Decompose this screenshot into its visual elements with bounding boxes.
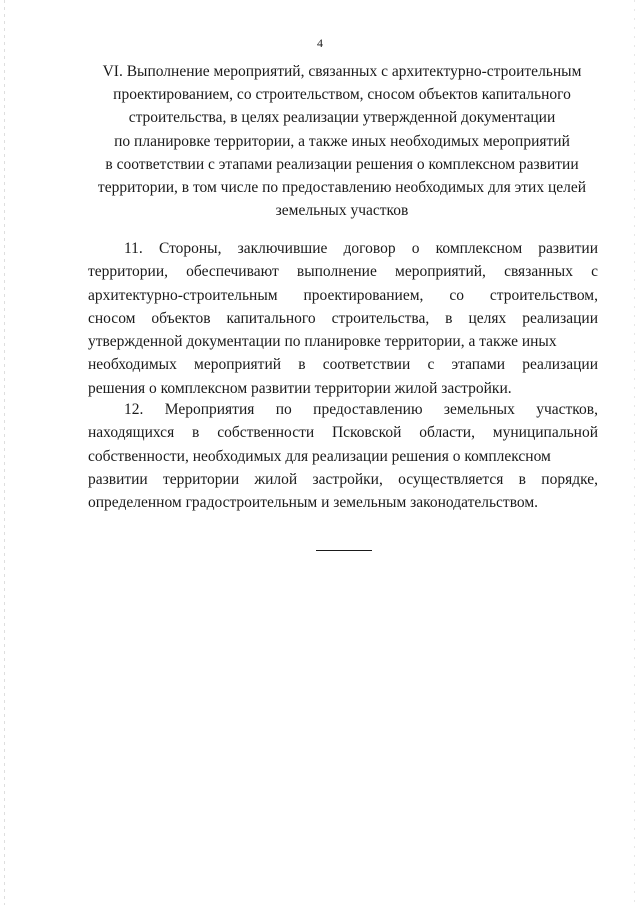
heading-line: строительства, в целях реализации утвержденной документации [128,109,556,127]
paragraph-line: развитии территории жилой застройки, осуществляется в порядке, [88,470,598,488]
paragraph-line: сносом объектов капитального строительства, в целях реализации [88,309,598,327]
heading-line: VI. Выполнение мероприятий, связанных с архитектурно-строительным [102,63,582,80]
paragraph-line: решения о комплексном развитии территории жилой застройки. [88,379,512,397]
end-separator-line [316,550,372,551]
paragraph-line: собственности, необходимых для реализации решения о комплексном [88,447,551,465]
heading-line: по планировке территории, а также иных необходимых мероприятий [114,132,570,150]
scan-edge-right [634,0,635,905]
paragraph-line: необходимых мероприятий в соответствии с этапами реализации [88,356,598,374]
heading-line: в соответствии с этапами реализации решения о комплексном развитии [105,155,579,173]
heading-line: территории, в том числе по предоставлению необходимых для этих целей [97,179,587,197]
paragraph-line: территории, обеспечивают выполнение мероприятий, связанных с [88,263,598,281]
heading-line: земельных участков [275,202,409,220]
paragraph-11 [88,237,598,400]
paragraph-line: архитектурно-строительным проектированием, со строительством, [88,286,598,304]
paragraph-12 [88,398,598,514]
section-heading [90,60,594,222]
page-number: 4 [317,36,323,50]
paragraph-line: 12. Мероприятия по предоставлению земельных участков, [124,401,598,418]
paragraph-line: утвержденной документации по планировке территории, а также иных [88,333,557,351]
paragraph-line: находящихся в собственности Псковской области, муниципальной [88,424,598,442]
heading-line: проектированием, со строительством, сносом объектов капитального [113,86,571,104]
paragraph-line: определенном градостроительным и земельным законодательством. [88,494,539,512]
paragraph-line: 11. Стороны, заключившие договор о комплексном развитии [124,240,598,257]
scan-edge-left [4,0,5,905]
